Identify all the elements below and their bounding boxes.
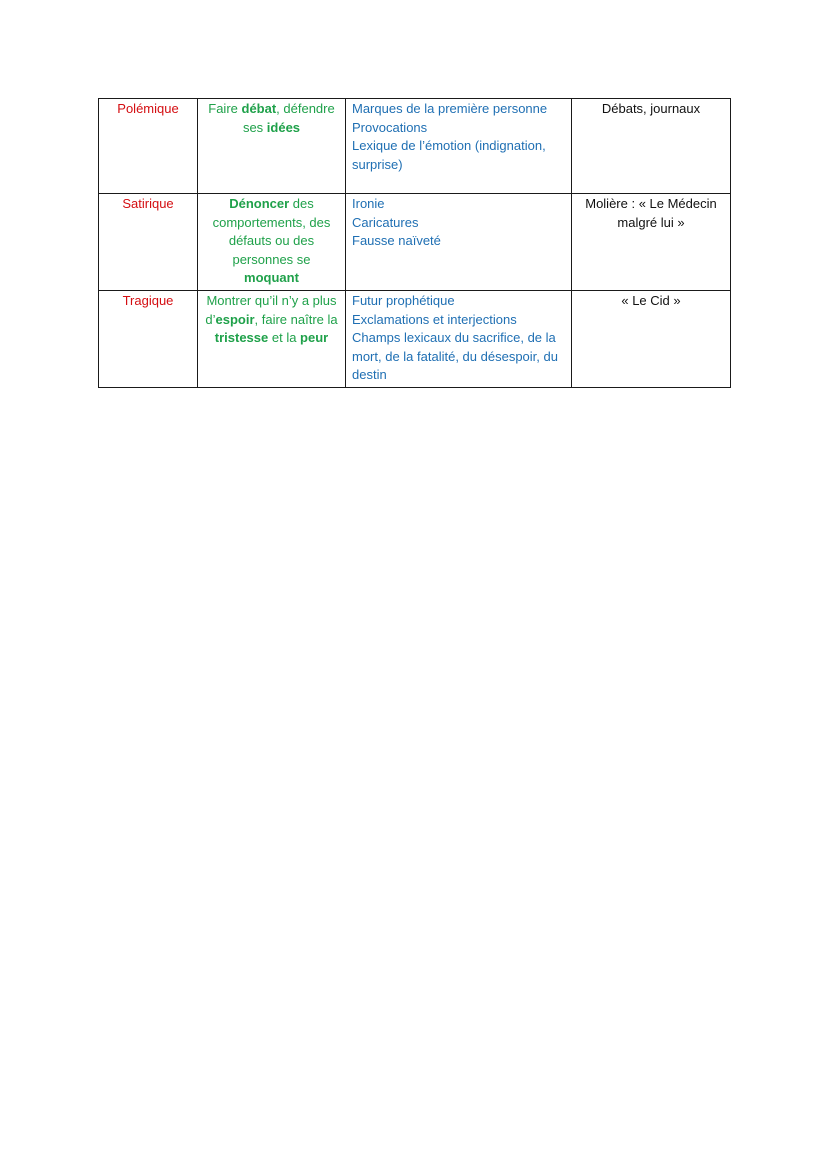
goal-text: des comportements, des défauts ou des personnes se: [212, 196, 331, 267]
register-marks-cell: [346, 194, 572, 291]
register-name-cell: [99, 99, 198, 194]
goal-text: , faire naître la: [254, 311, 338, 327]
register-goal-cell: [198, 99, 346, 194]
register-example-cell: [572, 194, 731, 291]
mark-item: Ironie: [352, 196, 385, 211]
goal-keyword: idées: [266, 119, 301, 135]
literary-registers-table: [98, 98, 731, 388]
goal-keyword: tristesse: [214, 330, 269, 346]
register-marks-cell: [346, 290, 572, 387]
mark-item: Marques de la première personne: [352, 101, 548, 116]
mark-item: Fausse naïveté: [352, 233, 441, 249]
table-row: [99, 99, 731, 194]
register-name: Satirique: [122, 196, 174, 211]
goal-keyword: espoir: [215, 311, 255, 327]
mark-item: Champs lexicaux du sacrifice, de la mort, de la fatalité, du désespoir, du destin: [352, 330, 558, 383]
register-name: Tragique: [122, 292, 174, 308]
goal-text: Montrer qu’il n’y a plus d’: [205, 292, 337, 327]
mark-item: Lexique de l’émotion (indignation, surprise): [352, 138, 546, 172]
goal-keyword: moquant: [244, 270, 299, 286]
register-name-cell: [99, 194, 198, 291]
register-example: Molière : « Le Médecin malgré lui »: [585, 196, 717, 230]
mark-item: Exclamations et interjections: [352, 311, 517, 327]
register-marks-cell: [346, 99, 572, 194]
goal-text: , défendre ses: [242, 101, 335, 135]
register-name-cell: [99, 290, 198, 387]
goal-text: Faire: [208, 101, 242, 116]
goal-text: et la: [268, 330, 301, 346]
register-example-cell: [572, 290, 731, 387]
table-row: [99, 290, 731, 387]
register-goal-cell: [198, 290, 346, 387]
table-row: [99, 194, 731, 291]
register-name: Polémique: [117, 101, 179, 116]
register-example-cell: [572, 99, 731, 194]
mark-item: Futur prophétique: [352, 292, 455, 308]
goal-keyword: Dénoncer: [229, 196, 290, 211]
register-example: « Le Cid »: [621, 292, 681, 308]
register-example: Débats, journaux: [601, 101, 701, 116]
register-goal-cell: [198, 194, 346, 291]
goal-keyword: débat: [241, 101, 277, 116]
mark-item: Caricatures: [352, 214, 419, 230]
mark-item: Provocations: [352, 119, 428, 135]
goal-keyword: peur: [300, 330, 329, 346]
